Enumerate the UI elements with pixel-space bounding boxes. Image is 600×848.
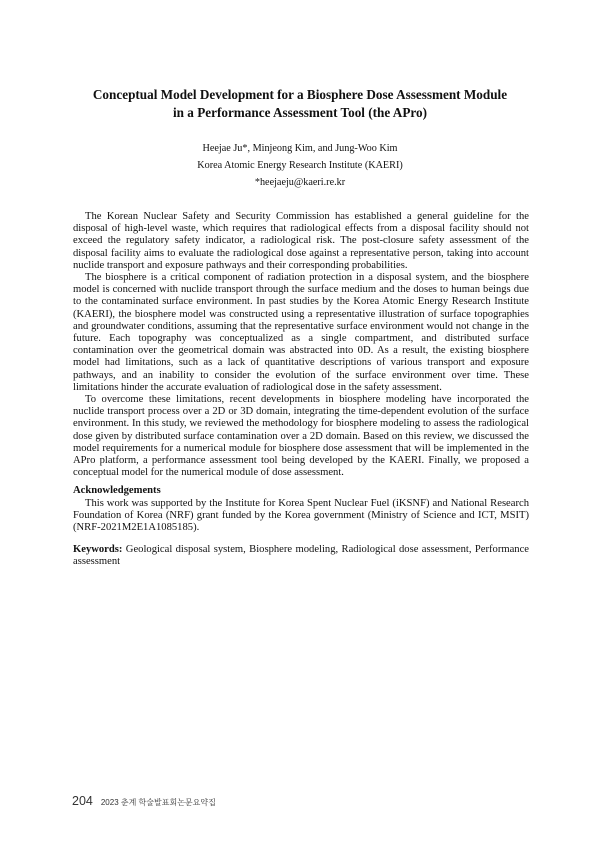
page-number: 204 (72, 794, 93, 808)
keywords-section (73, 544, 529, 568)
abstract-paragraph-2: The biosphere is a critical component of radiation protection in a disposal system, and the biosphere model is concerned with nuclide transport through the surface medium and the doses to human beings due to the contaminated surface environment. In past studies by the Korea Atomic Energy Research Institute (KAERI), the biosphere model was constructed using a representative illustration of surface topographies and groundwater conditions, assuming that the representative surface environment would not change in the future. Each topography was conceptualized as a single compartment, and distributed surface contamination over the geometrical domain was abstracted into 0D. As a result, the existing biosphere model had limitations, such as a lack of quantitative descriptions of various transport and exposure pathways, and an inability to consider the evolution of the surface environment over time. These limitations hinder the accurate evaluation of radiological dose in the safety assessment. (73, 272, 529, 393)
acknowledgements-heading: Acknowledgements (73, 485, 161, 497)
author-list: Heejae Ju*, Minjeong Kim, and Jung-Woo Kim (202, 143, 398, 154)
acknowledgements-section (73, 485, 529, 534)
abstract-body (73, 211, 529, 569)
affiliation: Korea Atomic Energy Research Institute (KAERI) (197, 160, 403, 171)
title-line-1: Conceptual Model Development for a Biosphere Dose Assessment Module (92, 87, 508, 102)
acknowledgements-text: This work was supported by the Institute for Korea Spent Nuclear Fuel (iKSNF) and National Research Foundation of Korea (NRF) grant funded by the Korea government (Ministry of Science and ICT, MSIT) (NRF-2021M2E1A1085185). (73, 497, 529, 534)
abstract-paragraph-3: To overcome these limitations, recent developments in biosphere modeling have incorporated the nuclide transport process over a 2D or 3D domain, integrating the time-dependent evolution of the surface environment. In this study, we reviewed the methodology for biosphere modeling to assess the radiological dose given by distributed surface contamination over a 2D domain. Based on this review, we discussed the model requirements for a numerical module for biosphere dose assessment that will be implemented in the APro platform, a performance assessment tool being developed by the KAERI. Finally, we proposed a conceptual model for the numerical module of dose assessment. (73, 394, 529, 479)
page-footer (72, 792, 216, 810)
title-line-2: in a Performance Assessment Tool (the APro) (173, 105, 427, 120)
keywords-text: Geological disposal system, Biosphere modeling, Radiological dose assessment, Performance assessment (73, 544, 529, 568)
corresponding-email: *heejaeju@kaeri.re.kr (254, 177, 346, 188)
paper-title (60, 86, 540, 122)
abstract-paragraph-1: The Korean Nuclear Safety and Security Commission has established a general guideline for the disposal of high-level waste, which requires that radiological effects from a disposal facility should not exceed the regulatory safety indicator, a radiological risk. The post-closure safety assessment of the disposal facility aims to evaluate the radiological dose against a representative person, taking into account nuclide transport and exposure pathways and their corresponding probabilities. (73, 211, 529, 271)
keywords-label: Keywords: (73, 544, 123, 556)
conference-name: 2023 춘계 학술발표회논문요약집 (100, 798, 216, 807)
